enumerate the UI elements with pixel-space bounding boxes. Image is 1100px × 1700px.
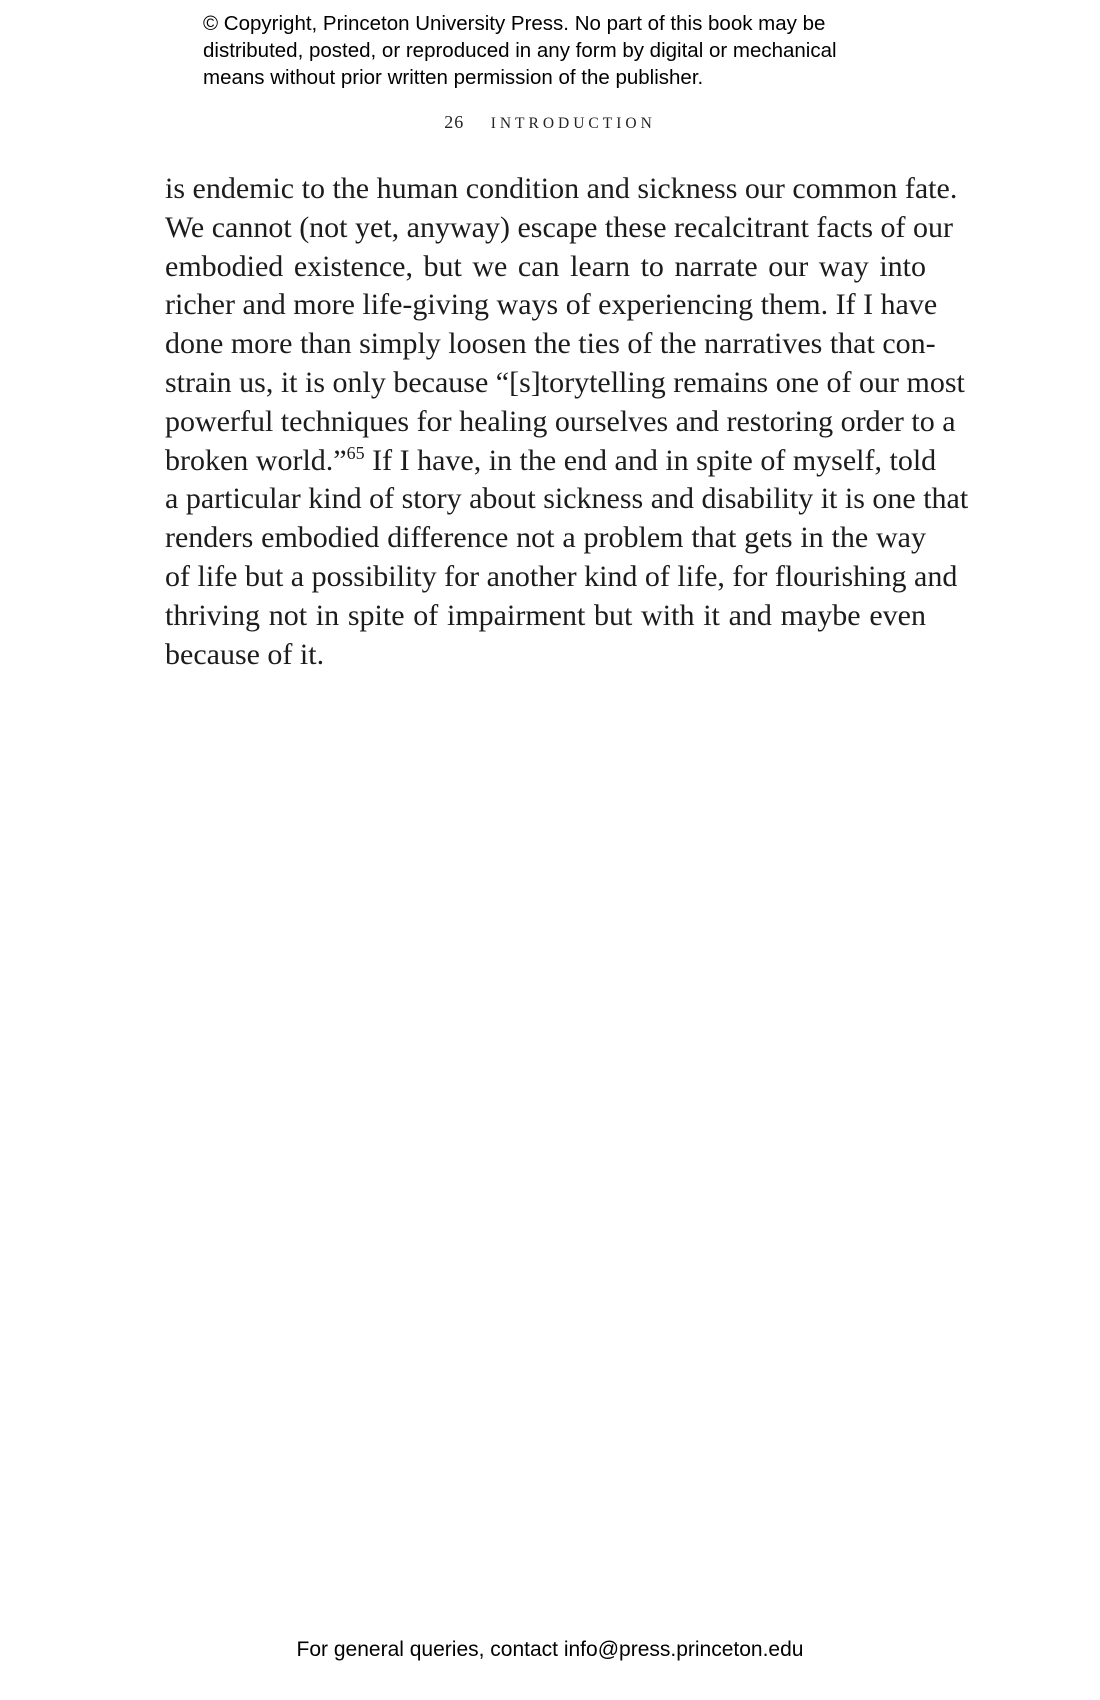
copyright-notice xyxy=(203,10,923,91)
text-line: of life but a possibility for another kind of life, for flourishing and xyxy=(165,559,958,593)
body-paragraph xyxy=(165,170,969,674)
text-line: because of it. xyxy=(165,637,325,671)
text-line xyxy=(165,442,937,481)
text-line: is endemic to the human condition and sickness our common fate. xyxy=(165,172,958,205)
footer-contact: For general queries, contact info@press.princeton.edu xyxy=(296,1638,804,1661)
text-line: renders embodied difference not a problem that gets in the way xyxy=(165,521,926,555)
text-line: powerful techniques for healing ourselves and restoring order to a xyxy=(165,404,956,438)
text-line: done more than simply loosen the ties of the narratives that con- xyxy=(165,327,936,361)
copyright-line: means without prior written permission of the publisher. xyxy=(203,66,704,89)
running-head xyxy=(0,112,1100,133)
line-continuation: If I have, in the end and in spite of myself, told xyxy=(364,443,937,477)
text-line: embodied existence, but we can learn to narrate our way into xyxy=(165,249,926,283)
text-line: thriving not in spite of impairment but with it and maybe even xyxy=(165,598,926,632)
page-number: 26 xyxy=(444,112,465,132)
footnote-reference[interactable]: 65 xyxy=(346,442,365,463)
text-line: We cannot (not yet, anyway) escape these recalcitrant facts of our xyxy=(165,210,954,244)
text-line: richer and more life-giving ways of experiencing them. If I have xyxy=(165,288,938,322)
text-line: a particular kind of story about sickness and disability it is one that xyxy=(165,482,969,516)
text-line: strain us, it is only because “[s]torytelling remains one of our most xyxy=(165,365,965,399)
section-title: INTRODUCTION xyxy=(490,115,656,132)
copyright-line: distributed, posted, or reproduced in any form by digital or mechanical xyxy=(203,39,837,62)
copyright-line: © Copyright, Princeton University Press. No part of this book may be xyxy=(203,12,826,35)
quote-end: broken world.” xyxy=(165,443,347,477)
